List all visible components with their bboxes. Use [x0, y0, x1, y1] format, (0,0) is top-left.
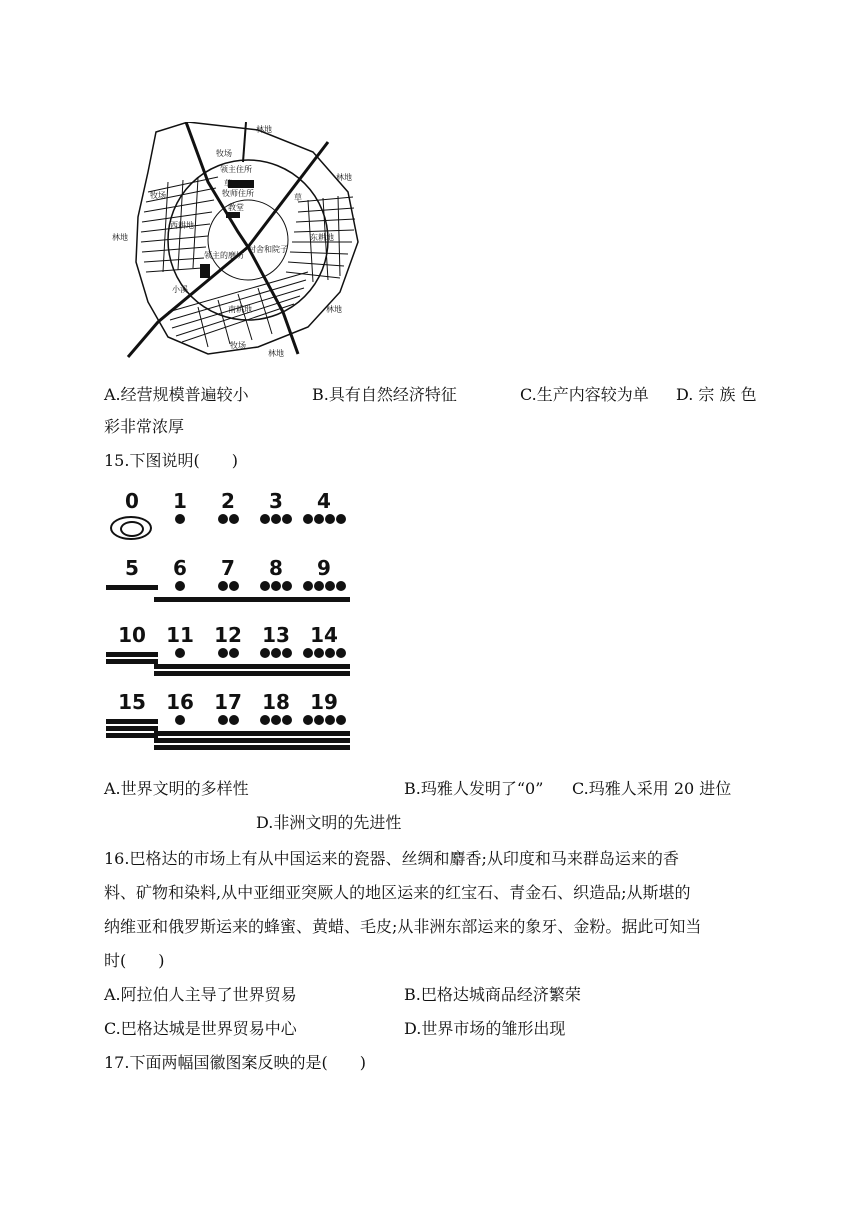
- maya-dots: [154, 648, 206, 660]
- svg-text:领主的磨坊: 领主的磨坊: [204, 251, 244, 260]
- bar-icon: [250, 664, 302, 669]
- dot-icon: [282, 581, 292, 591]
- maya-bars: [154, 664, 206, 678]
- bar-icon: [298, 745, 350, 750]
- q14-option-d-continued: 彩非常浓厚: [104, 417, 185, 436]
- bar-icon: [250, 597, 302, 602]
- maya-numeral-label: 1: [173, 489, 187, 513]
- maya-numeral-5: [106, 557, 158, 617]
- q16-stem-line-2: 料、矿物和染料,从中亚细亚突厥人的地区运来的红宝石、青金石、织造品;从斯堪的: [104, 883, 691, 902]
- maya-bars: [298, 597, 350, 604]
- q14-option-d[interactable]: D. 宗 族 色: [676, 385, 757, 404]
- dot-icon: [303, 581, 313, 591]
- maya-dots: [154, 514, 206, 526]
- maya-numeral-15: [106, 691, 158, 751]
- maya-bars: [106, 585, 158, 592]
- bar-icon: [106, 585, 158, 590]
- maya-dots: [202, 648, 254, 660]
- svg-text:林地: 林地: [326, 305, 342, 314]
- svg-text:西耕地: 西耕地: [170, 221, 194, 230]
- bar-icon: [202, 671, 254, 676]
- q16-stem-line-1: 16.巴格达的市场上有从中国运来的瓷器、丝绸和麝香;从印度和马来群岛运来的香: [104, 849, 679, 868]
- dot-icon: [314, 648, 324, 658]
- dot-icon: [175, 581, 185, 591]
- maya-numeral-7: [202, 557, 254, 617]
- q16-option-d[interactable]: D.世界市场的雏形出现: [404, 1019, 566, 1038]
- maya-numeral-label: 18: [262, 690, 290, 714]
- q16-option-c[interactable]: C.巴格达城是世界贸易中心: [104, 1019, 297, 1038]
- q16-stem-line-4: 时( ): [104, 951, 165, 970]
- dot-icon: [175, 648, 185, 658]
- dot-icon: [336, 514, 346, 524]
- maya-dots: [202, 581, 254, 593]
- bar-icon: [154, 671, 206, 676]
- maya-numeral-4: [298, 490, 350, 550]
- maya-numeral-12: [202, 624, 254, 684]
- maya-numeral-14: [298, 624, 350, 684]
- maya-numeral-label: 12: [214, 623, 242, 647]
- bar-icon: [154, 731, 206, 736]
- svg-text:草: 草: [294, 193, 302, 202]
- bar-icon: [298, 664, 350, 669]
- dot-icon: [229, 715, 239, 725]
- q16-stem-line-3: 纳维亚和俄罗斯运来的蜂蜜、黄蜡、毛皮;从非洲东部运来的象牙、金粉。据此可知当: [104, 917, 702, 936]
- maya-numeral-0: [106, 490, 158, 550]
- bar-icon: [250, 745, 302, 750]
- maya-bars: [106, 652, 158, 666]
- q14-option-b[interactable]: B.具有自然经济特征: [312, 385, 457, 404]
- maya-dots: [298, 715, 350, 727]
- bar-icon: [298, 731, 350, 736]
- svg-text:牧场: 牧场: [230, 341, 246, 350]
- dot-icon: [218, 581, 228, 591]
- dot-icon: [175, 514, 185, 524]
- bar-icon: [154, 664, 206, 669]
- maya-numeral-16: [154, 691, 206, 751]
- maya-bars: [202, 664, 254, 678]
- bar-icon: [106, 659, 158, 664]
- dot-icon: [303, 715, 313, 725]
- q14-option-a[interactable]: A.经营规模普遍较小: [104, 385, 249, 404]
- dot-icon: [271, 514, 281, 524]
- bar-icon: [106, 726, 158, 731]
- dot-icon: [229, 514, 239, 524]
- maya-numeral-label: 13: [262, 623, 290, 647]
- maya-numeral-label: 19: [310, 690, 338, 714]
- dot-icon: [282, 715, 292, 725]
- maya-numeral-label: 3: [269, 489, 283, 513]
- q16-option-a[interactable]: A.阿拉伯人主导了世界贸易: [104, 985, 297, 1004]
- maya-dots: [202, 514, 254, 526]
- svg-text:东耕地: 东耕地: [310, 233, 334, 242]
- q15-stem: 15.下图说明( ): [104, 451, 238, 470]
- maya-numeral-label: 8: [269, 556, 283, 580]
- svg-text:林地: 林地: [256, 125, 272, 134]
- dot-icon: [218, 514, 228, 524]
- svg-text:林地: 林地: [112, 233, 128, 242]
- bar-icon: [298, 671, 350, 676]
- q15-option-a[interactable]: A.世界文明的多样性: [104, 779, 249, 798]
- maya-bars: [202, 597, 254, 604]
- dot-icon: [282, 648, 292, 658]
- dot-icon: [336, 581, 346, 591]
- bar-icon: [250, 671, 302, 676]
- maya-numeral-1: [154, 490, 206, 550]
- dot-icon: [271, 715, 281, 725]
- maya-numeral-label: 2: [221, 489, 235, 513]
- bar-icon: [202, 731, 254, 736]
- dot-icon: [303, 648, 313, 658]
- maya-numeral-6: [154, 557, 206, 617]
- bar-icon: [106, 733, 158, 738]
- maya-bars: [250, 597, 302, 604]
- dot-icon: [229, 648, 239, 658]
- maya-dots: [250, 581, 302, 593]
- dot-icon: [260, 514, 270, 524]
- svg-text:林地: 林地: [268, 349, 284, 358]
- maya-numeral-18: [250, 691, 302, 751]
- dot-icon: [314, 581, 324, 591]
- maya-numeral-11: [154, 624, 206, 684]
- maya-numeral-label: 16: [166, 690, 194, 714]
- q15-option-c[interactable]: C.玛雅人采用 20 进位: [572, 779, 732, 798]
- maya-numerals-figure: [106, 490, 356, 760]
- q16-option-b[interactable]: B.巴格达城商品经济繁荣: [404, 985, 581, 1004]
- bar-icon: [202, 745, 254, 750]
- q15-option-b[interactable]: B.玛雅人发明了“0”: [404, 779, 544, 798]
- maya-dots: [154, 581, 206, 593]
- maya-bars: [202, 731, 254, 752]
- svg-text:南耕地: 南耕地: [228, 305, 252, 314]
- maya-dots: [250, 715, 302, 727]
- maya-dots: [202, 715, 254, 727]
- maya-dots: [250, 648, 302, 660]
- dot-icon: [336, 648, 346, 658]
- dot-icon: [260, 715, 270, 725]
- bar-icon: [106, 719, 158, 724]
- bar-icon: [202, 664, 254, 669]
- svg-text:小溪: 小溪: [172, 285, 188, 294]
- maya-numeral-label: 6: [173, 556, 187, 580]
- maya-numeral-label: 0: [125, 489, 139, 513]
- maya-bars: [250, 731, 302, 752]
- maya-numeral-label: 11: [166, 623, 194, 647]
- dot-icon: [229, 581, 239, 591]
- bar-icon: [154, 597, 206, 602]
- dot-icon: [218, 715, 228, 725]
- maya-bars: [250, 664, 302, 678]
- maya-numeral-9: [298, 557, 350, 617]
- dot-icon: [336, 715, 346, 725]
- bar-icon: [202, 597, 254, 602]
- maya-numeral-label: 4: [317, 489, 331, 513]
- bar-icon: [154, 738, 206, 743]
- maya-numeral-label: 10: [118, 623, 146, 647]
- maya-numeral-label: 7: [221, 556, 235, 580]
- manor-map-figure: [108, 122, 360, 362]
- q17-stem: 17.下面两幅国徽图案反映的是( ): [104, 1053, 366, 1072]
- dot-icon: [325, 581, 335, 591]
- maya-numeral-label: 14: [310, 623, 338, 647]
- dot-icon: [218, 648, 228, 658]
- maya-numeral-3: [250, 490, 302, 550]
- maya-dots: [298, 648, 350, 660]
- bar-icon: [250, 738, 302, 743]
- bar-icon: [298, 738, 350, 743]
- dot-icon: [260, 648, 270, 658]
- maya-dots: [154, 715, 206, 727]
- dot-icon: [271, 648, 281, 658]
- maya-numeral-2: [202, 490, 254, 550]
- dot-icon: [282, 514, 292, 524]
- maya-dots: [250, 514, 302, 526]
- svg-text:草: 草: [224, 179, 232, 188]
- dot-icon: [314, 715, 324, 725]
- maya-bars: [298, 664, 350, 678]
- q15-option-d[interactable]: D.非洲文明的先进性: [256, 813, 402, 832]
- bar-icon: [250, 731, 302, 736]
- shell-zero-icon: [110, 516, 152, 540]
- maya-numeral-17: [202, 691, 254, 751]
- maya-dots: [298, 581, 350, 593]
- maya-bars: [298, 731, 350, 752]
- svg-text:牧师住所: 牧师住所: [222, 189, 254, 198]
- dot-icon: [271, 581, 281, 591]
- dot-icon: [325, 715, 335, 725]
- q14-option-c[interactable]: C.生产内容较为单: [520, 385, 649, 404]
- svg-text:牧场: 牧场: [216, 149, 232, 158]
- svg-text:牧场: 牧场: [150, 191, 166, 200]
- bar-icon: [298, 597, 350, 602]
- maya-dots: [298, 514, 350, 526]
- dot-icon: [260, 581, 270, 591]
- svg-text:林地: 林地: [336, 173, 352, 182]
- maya-bars: [154, 597, 206, 604]
- maya-numeral-label: 9: [317, 556, 331, 580]
- dot-icon: [325, 514, 335, 524]
- svg-text:村舍和院子: 村舍和院子: [248, 245, 288, 254]
- maya-numeral-13: [250, 624, 302, 684]
- dot-icon: [314, 514, 324, 524]
- maya-numeral-label: 15: [118, 690, 146, 714]
- svg-text:教堂: 教堂: [228, 203, 244, 212]
- maya-numeral-label: 17: [214, 690, 242, 714]
- manor-map-drawing: [108, 122, 360, 362]
- maya-numeral-8: [250, 557, 302, 617]
- maya-numeral-10: [106, 624, 158, 684]
- bar-icon: [106, 652, 158, 657]
- dot-icon: [325, 648, 335, 658]
- maya-bars: [154, 731, 206, 752]
- maya-numeral-label: 5: [125, 556, 139, 580]
- bar-icon: [202, 738, 254, 743]
- maya-numeral-19: [298, 691, 350, 751]
- svg-text:领主住所: 领主住所: [220, 165, 252, 174]
- maya-bars: [106, 719, 158, 740]
- dot-icon: [175, 715, 185, 725]
- dot-icon: [303, 514, 313, 524]
- bar-icon: [154, 745, 206, 750]
